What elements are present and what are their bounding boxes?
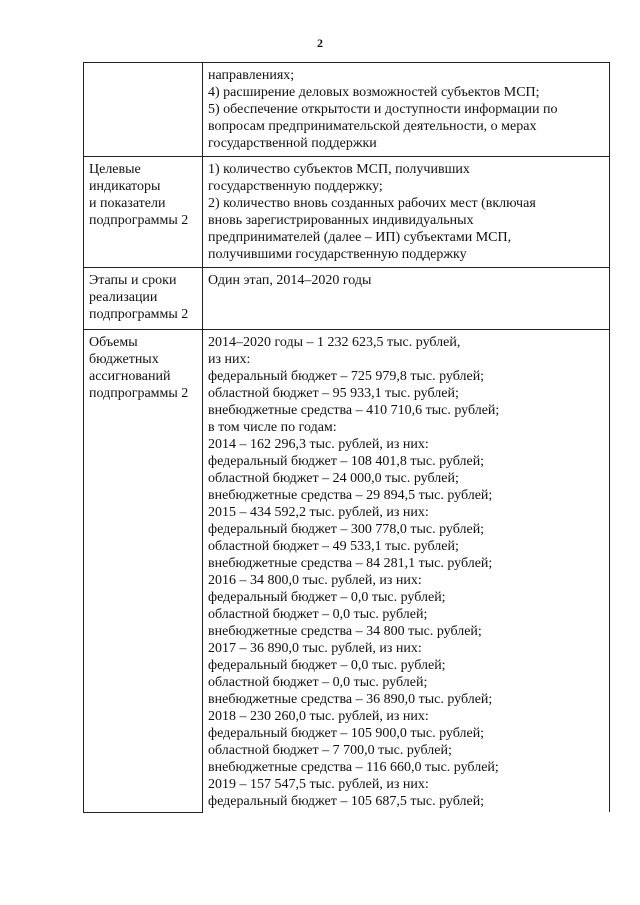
row-text-line: 2018 – 230 260,0 тыс. рублей, из них: [208,709,429,724]
row-text-cell [203,268,610,330]
row-text-line: 2019 – 157 547,5 тыс. рублей, из них: [208,777,429,792]
row-target-indicators [84,157,610,268]
page-number: 2 [317,36,323,50]
row-text-line: 1) количество субъектов МСП, получивших [208,162,470,177]
row-label-line: Этапы и сроки [89,273,177,288]
row-text-line: областной бюджет – 49 533,1 тыс. рублей; [208,539,459,554]
row-text-cell [203,330,610,813]
row-text-line: областной бюджет – 0,0 тыс. рублей; [208,607,428,622]
row-label-line: Объемы [89,335,138,350]
row-text-line: 2) количество вновь созданных рабочих мест (включая [208,196,536,211]
row-text-line: федеральный бюджет – 108 401,8 тыс. рублей; [208,454,485,469]
row-text-line: государственной поддержки [208,136,377,151]
row-text-line: 2016 – 34 800,0 тыс. рублей, из них: [208,573,422,588]
row-stages [84,268,610,330]
row-text-line: внебюджетные средства – 34 800 тыс. рублей; [208,624,482,639]
row-label-line: ассигнований [89,369,171,384]
row-label-line: реализации [89,290,158,305]
row-text-line: областной бюджет – 7 700,0 тыс. рублей; [208,743,452,758]
row-text-line: 4) расширение деловых возможностей субъектов МСП; [208,85,540,100]
row-text-line: федеральный бюджет – 105 900,0 тыс. рублей; [208,726,485,741]
row-text-line: внебюджетные средства – 410 710,6 тыс. рублей; [208,403,500,418]
row-text-line: внебюджетные средства – 36 890,0 тыс. рублей; [208,692,493,707]
row-label-cell [84,268,203,330]
row-text-line: 2014–2020 годы – 1 232 623,5 тыс. рублей, [208,335,461,350]
row-text-line: областной бюджет – 95 933,1 тыс. рублей; [208,386,459,401]
row-text-cell [203,63,610,157]
row-text-line: областной бюджет – 24 000,0 тыс. рублей; [208,471,459,486]
row-text-line: внебюджетные средства – 116 660,0 тыс. рублей; [208,760,499,775]
row-text-line: 2015 – 434 592,2 тыс. рублей, из них: [208,505,429,520]
row-text-line: в том числе по годам: [208,420,337,435]
row-text-line: федеральный бюджет – 0,0 тыс. рублей; [208,658,446,673]
row-text-line: внебюджетные средства – 84 281,1 тыс. рублей; [208,556,493,571]
row-label-cell [84,63,203,157]
row-text-line: вопросам предпринимательской деятельности, о мерах [208,119,537,134]
row-label-line: Целевые [89,162,141,177]
row-text-line: из них: [208,352,251,367]
row-label-line: индикаторы [89,179,161,194]
row-continuation [84,63,610,157]
row-text-line: федеральный бюджет – 725 979,8 тыс. рублей; [208,369,485,384]
row-text-line: предпринимателей (далее – ИП) субъектами МСП, [208,230,512,245]
row-text-line: федеральный бюджет – 300 778,0 тыс. рублей; [208,522,485,537]
row-label-line: подпрограммы 2 [89,307,189,322]
row-text-line: направлениях; [208,68,295,83]
row-text-line: внебюджетные средства – 29 894,5 тыс. рублей; [208,488,493,503]
row-label-cell [84,330,203,813]
row-label-line: подпрограммы 2 [89,213,189,228]
row-label-cell [84,157,203,268]
row-text-line: федеральный бюджет – 105 687,5 тыс. рублей; [208,794,485,809]
row-text-line: областной бюджет – 0,0 тыс. рублей; [208,675,428,690]
row-text-line: 2014 – 162 296,3 тыс. рублей, из них: [208,437,429,452]
row-text-line: 5) обеспечение открытости и доступности информации по [208,102,558,117]
row-label-line: и показатели [89,196,166,211]
row-text-line: государственную поддержку; [208,179,383,194]
row-text-line: Один этап, 2014–2020 годы [208,273,372,288]
row-label-line: подпрограммы 2 [89,386,189,401]
row-text-line: федеральный бюджет – 0,0 тыс. рублей; [208,590,446,605]
row-text-line: получившими государственную поддержку [208,247,467,262]
passport-table-body [84,63,610,813]
row-funding [84,330,610,813]
row-text-cell [203,157,610,268]
row-text-line: вновь зарегистрированных индивидуальных [208,213,474,228]
passport-table [83,62,610,813]
row-label-line: бюджетных [89,352,159,367]
row-text-line: 2017 – 36 890,0 тыс. рублей, из них: [208,641,422,656]
